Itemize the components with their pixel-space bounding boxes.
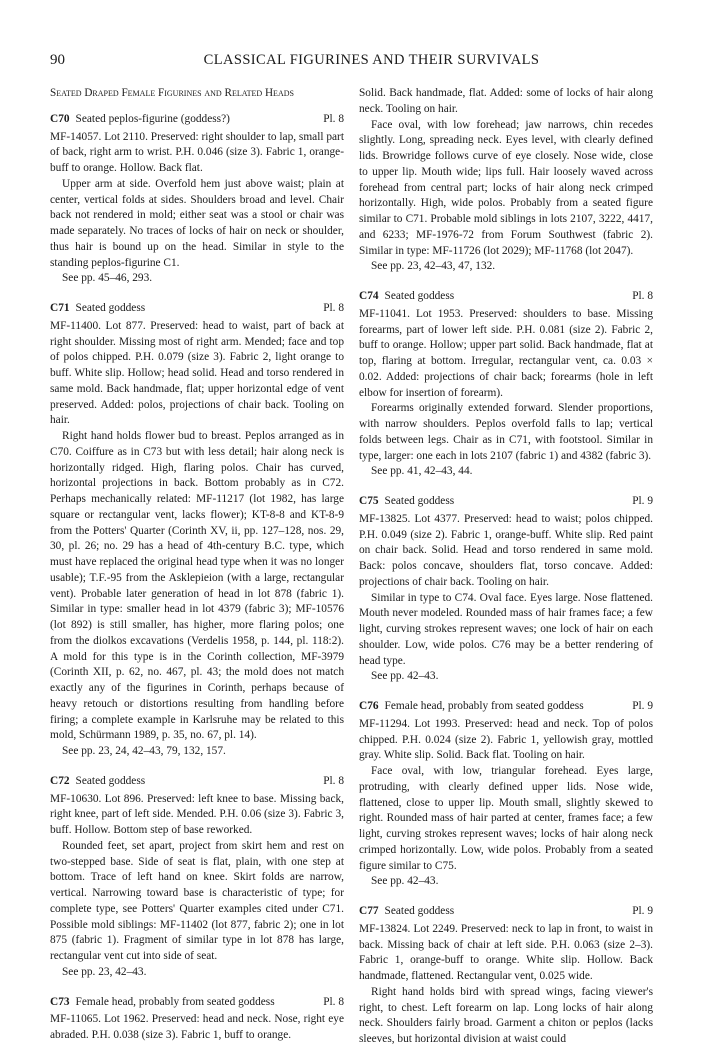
entry-paragraph: Upper arm at side. Overfold hem just above waist; plain at center, vertical folds at sides. Shoulders broad and level. Chair back not rendered in mold; either seat was a stool or chair was made separately. No traces of locks of hair on neck or shoulder, thus hair is bound up on the head. Similar in style to the standing peplos-figurine C1. (50, 177, 344, 269)
entry-paragraph: Right hand holds flower bud to breast. Peplos arranged as in C70. Coiffure as in C73 but with less detail; hair along neck is horizontally ridged. High, flaring polos. Chair has curved, horizontal projections in back. Bottom probably as in C72. Perhaps mechanically related: MF-11217 (lot 1982, has large square or rectangular vent, lacks flower); KT-8-8 and KT-8-9 from the Potters' Quarter (Corinth XV, ii, pp. 127–128, nos. 29, 30, pl. 26; no. 29 has a head of 4th-century B.C. type, which must have replaced the original head type when it was no longer usable); T.F.-95 from the Asklepieion (with a large, rectangular vent). Probable later generation of head in lot 878 (fabric 1). Similar in type: smaller head in lot 4379 (fabric 3); MF-10576 (lot 892) is still smaller, has higher, more flaring polos; one from the diolkos excavations (Verdelis 1958, p. 144, pl. 118:2). A mold for this type is in the Corinth collection, MF-3979 (Corinth XII, p. 62, no. 467, pl. 43; the mold does not match exactly any of the figurines in Corinth, perhaps because of heavy retouch or distortions resulting from handling before firing; a complete example in Karlsruhe may be related to this mold, Schürmann 1989, p. 35, no. 67, pl. 14). (50, 430, 344, 742)
entry-number: C77 (359, 905, 379, 917)
entry-paragraph: MF-11294. Lot 1993. Preserved: head and neck. Top of polos chipped. P.H. 0.024 (size 2). Fabric 1, yellowish gray, mottled gray. White slip. Solid. Back flat. Tooling on hair. (359, 717, 653, 762)
plate-reference: Pl. 9 (632, 905, 653, 917)
entry-heading (359, 904, 653, 920)
entry-title: Seated goddess (384, 290, 455, 302)
entry-heading (50, 112, 344, 128)
entry-number: C75 (359, 495, 379, 507)
entry-number: C73 (50, 995, 70, 1008)
plate-reference: Pl. 8 (632, 290, 653, 302)
entry-title: Seated peplos-figurine (goddess?) (75, 112, 230, 125)
entry-paragraph: MF-14057. Lot 2110. Preserved: right shoulder to lap, small part of back, right arm to wrist. P.H. 0.046 (size 3). Fabric 1, orange-buff to orange. Hollow. Back flat. (50, 130, 344, 174)
entry-paragraph: Solid. Back handmade, flat. Added: some of locks of hair along neck. Tooling on hair. (359, 87, 653, 115)
entry-title: Female head, probably from seated goddess (384, 700, 584, 712)
plate-reference: Pl. 8 (323, 112, 344, 125)
catalog-entry-c70 (50, 112, 344, 287)
entry-title: Seated goddess (384, 905, 455, 917)
entry-title: Seated goddess (384, 495, 455, 507)
catalog-entry-c73-continued (359, 86, 653, 275)
see-pages: See pp. 42–43. (371, 670, 439, 683)
catalog-entry-c75 (359, 494, 653, 685)
left-column (50, 86, 344, 1058)
see-pages: See pp. 23, 42–43, 47, 132. (371, 260, 496, 273)
entry-title: Seated goddess (75, 302, 146, 314)
running-title: CLASSICAL FIGURINES AND THEIR SURVIVALS (203, 52, 540, 68)
entry-paragraph: Face oval, with low, triangular forehead. Eyes large, protruding, with clearly defined upper lids. Nose wide, flattened, close to upper lip. Mouth small, slightly skewed to right. Rounded mass of hair parted at center, frames face; a few light, curving strokes represent waves; locks of hair along neck crimped horizontally. Low, wide polos. Probably from a seated figure similar to C75. (359, 765, 653, 872)
catalog-entry-c71 (50, 301, 344, 760)
entry-title: Seated goddess (75, 774, 146, 787)
entry-number: C72 (50, 774, 70, 787)
plate-reference: Pl. 8 (323, 774, 344, 787)
page-number: 90 (50, 52, 65, 68)
plate-reference: Pl. 8 (323, 302, 344, 314)
entry-paragraph: Face oval, with low forehead; jaw narrows, chin recedes slightly. Long, spreading neck. Eyes level, with clearly defined lids. Browridge follows curve of eye closely. Nose wide, close to upper lip. Mouth wide; lips full. Hair loosely waved across forehead from central part; locks of hair along neck crimped horizontally. High, wide polos. Probably from a seated figure similar to C71. Probable mold siblings in lots 2107, 3222, 4417, and 6233; MF-1976-72 from Forum Southwest (fabric 2). Similar in type: MF-11726 (lot 2029); MF-11768 (lot 2047). (359, 118, 653, 257)
catalog-entry-c76 (359, 699, 653, 890)
entry-paragraph: MF-11400. Lot 877. Preserved: head to waist, part of back at right shoulder. Missing most of right arm. Mended; face and top of polos chipped. P.H. 0.079 (size 3). Fabric 2, light orange to buff. White slip. Hollow; head solid. Head and torso rendered in same mold. Back handmade, flat; upper horizontal edge of vent preserved. Added: polos, projections of chair back. Tooling on hair. (50, 319, 344, 427)
catalog-entry-c73 (50, 995, 344, 1044)
entry-paragraph: Right hand holds bird with spread wings, facing viewer's right, to chest. Left forearm on lap. Long locks of hair along neck. Shoulders fairly broad. Garment a chiton or peplos (lacks sleeves, but horizontal division at waist could (359, 985, 653, 1045)
entry-paragraph: MF-11065. Lot 1962. Preserved: head and neck. Nose, right eye abraded. P.H. 0.038 (size 3). Fabric 1, buff to orange. (50, 1013, 344, 1041)
entry-number: C76 (359, 700, 379, 712)
plate-reference: Pl. 8 (323, 995, 344, 1008)
entry-title: Female head, probably from seated goddess (75, 995, 275, 1008)
catalog-entry-c77 (359, 904, 653, 1048)
plate-reference: Pl. 9 (632, 495, 653, 507)
entry-paragraph: Forearms originally extended forward. Slender proportions, with narrow shoulders. Peplos overfold falls to lap; vertical folds between legs. Chair as in C71, with footstool. Similar in type, larger: one each in lots 2107 (fabric 1) and 4382 (fabric 3). (359, 402, 653, 462)
see-pages: See pp. 42–43. (371, 875, 439, 888)
entry-heading (50, 774, 344, 790)
entry-number: C74 (359, 290, 379, 302)
entry-heading (359, 494, 653, 510)
entry-number: C70 (50, 112, 70, 125)
entry-paragraph: Rounded feet, set apart, project from skirt hem and rest on two-stepped base. Side of seat is flat, plain, with one step at bottom. Trace of left hand on knee. Skirt folds are narrow, vertical. Narrowing toward base is characteristic of type; for complete type, see Potters' Quarter examples cited under C71. Possible mold siblings: MF-11402 (lot 877, fabric 2); one in lot 875 (fabric 1). Fragment of similar type in lot 878 has large, rectangular vent cut into side of seat. (50, 839, 344, 962)
entry-paragraph: MF-11041. Lot 1953. Preserved: shoulders to base. Missing forearms, part of lower left side. P.H. 0.081 (size 2). Fabric 2, buff to orange. Hollow; upper part solid. Back handmade, flat at top, flaring at bottom. Irregular, rectangular vent, ca. 0.03 × 0.02. Added: projections of chair back; forearms (hole in left elbow for insertion of forearm). (359, 307, 653, 399)
plate-reference: Pl. 9 (632, 700, 653, 712)
entry-paragraph: MF-13825. Lot 4377. Preserved: head to waist; polos chipped. P.H. 0.049 (size 2). Fabric 1, orange-buff. White slip. Red paint on chair back. Solid. Head and torso rendered in same mold. Back: polos concave, shoulders flat, torso concave. Added: projections of chair back. Tooling on hair. (359, 512, 653, 588)
right-column (359, 86, 653, 1062)
entry-heading (359, 289, 653, 305)
entry-heading (50, 301, 344, 317)
entry-number: C71 (50, 302, 70, 314)
catalog-entry-c74 (359, 289, 653, 480)
see-pages: See pp. 45–46, 293. (62, 272, 153, 285)
entry-heading (50, 995, 344, 1011)
section-title: Seated Draped Female Figurines and Related Heads (50, 87, 294, 99)
entry-paragraph: MF-13824. Lot 2249. Preserved: neck to lap in front, to waist in back. Missing back of chair at left side. P.H. 0.063 (size 2–3). Fabric 1, orange-buff to orange. White slip. Hollow. Back handmade, flattened. Rectangular vent, 0.025 wide. (359, 922, 653, 982)
see-pages: See pp. 23, 24, 42–43, 79, 132, 157. (62, 745, 226, 757)
see-pages: See pp. 23, 42–43. (62, 965, 147, 978)
entry-paragraph: Similar in type to C74. Oval face. Eyes large. Nose flattened. Mouth never modeled. Rounded mass of hair frames face; a few light, curving strokes represent waves; one lock of hair on each shoulder. Low, wide polos. C76 may be a better rendering of head type. (359, 591, 653, 667)
entry-heading (359, 699, 653, 715)
see-pages: See pp. 41, 42–43, 44. (371, 465, 473, 478)
entry-paragraph: MF-10630. Lot 896. Preserved: left knee to base. Missing back, right knee, part of left side. Mended. P.H. 0.06 (size 3). Fabric 3, buff. Hollow. Bottom step of base reworked. (50, 792, 344, 836)
catalog-entry-c72 (50, 774, 344, 981)
